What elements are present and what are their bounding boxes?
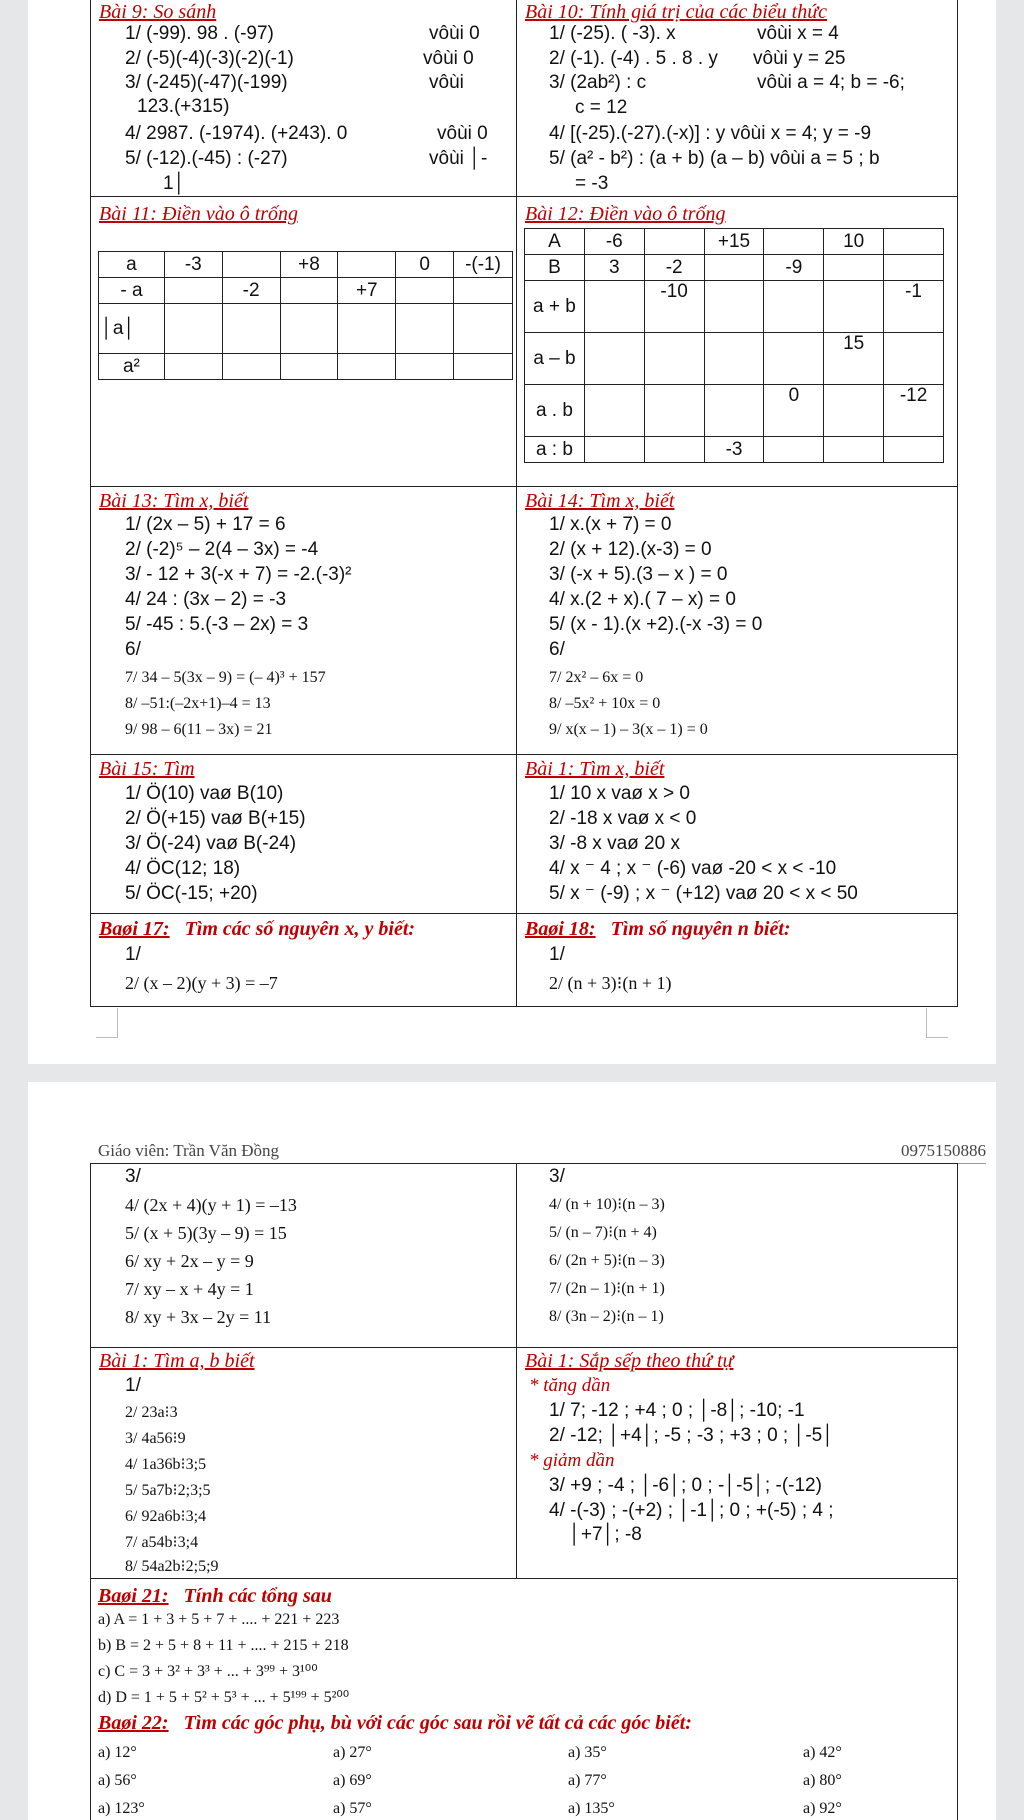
table-cell: a bbox=[99, 252, 165, 278]
table-cell: -12 bbox=[884, 385, 944, 437]
exercise-line: 3/ +9 ; -4 ; │-6│; 0 ; -│-5│; -(-12) bbox=[549, 1475, 822, 1496]
exercise-1c-title: Bài 1: Sắp sếp theo thứ tự bbox=[525, 1350, 734, 1372]
table-cell: 15 bbox=[824, 333, 884, 385]
exercise-9-title: Bài 9: So sánh bbox=[99, 1, 217, 23]
table-row bbox=[525, 437, 944, 463]
exercise-line: 4/ [(-25).(-27).(-x)] : y vôùi x = 4; y = -9 bbox=[549, 123, 872, 144]
table-cell bbox=[280, 278, 338, 304]
table-cell bbox=[704, 333, 764, 385]
exercise-13-title: Bài 13: Tìm x, biết bbox=[99, 490, 249, 512]
table-cell bbox=[222, 252, 280, 278]
table-cell bbox=[704, 255, 764, 281]
exercise-line: 4/ 1a36b⁝3;5 bbox=[125, 1456, 207, 1473]
exercise-10-title: Bài 10: Tính giá trị của các biểu thức bbox=[525, 1, 827, 23]
exercise-line: 5/ -45 : 5.(-3 – 2x) = 3 bbox=[125, 614, 309, 635]
table-cell: +7 bbox=[338, 278, 396, 304]
exercise-line: 5/ (-12).(-45) : (-27) bbox=[125, 148, 288, 169]
table-cell bbox=[824, 437, 884, 463]
table-cell bbox=[584, 437, 644, 463]
exercise-line: 4/ 24 : (3x – 2) = -3 bbox=[125, 589, 287, 610]
exercise-line: 8/ xy + 3x – 2y = 11 bbox=[125, 1307, 272, 1327]
exercise-line: a) A = 1 + 3 + 5 + 7 + .... + 221 + 223 bbox=[98, 1611, 340, 1628]
exercise-line: 4/ x.(2 + x).( 7 – x) = 0 bbox=[549, 589, 736, 610]
table-cell: -2 bbox=[644, 255, 704, 281]
exercise-line: 5/ ÖC(-15; +20) bbox=[125, 883, 258, 904]
exercise-line: 3/ bbox=[125, 1166, 141, 1187]
exercise-15-cell bbox=[90, 754, 517, 914]
exercise-14-cell bbox=[516, 486, 958, 755]
exercise-line: 5/ (n – 7)⁝(n + 4) bbox=[549, 1224, 657, 1241]
margin-mark-right bbox=[926, 1008, 948, 1038]
exercise-line: 1/ (-99). 98 . (-97) bbox=[125, 23, 274, 44]
table-cell bbox=[764, 229, 824, 255]
table-cell bbox=[584, 333, 644, 385]
table-cell bbox=[764, 281, 824, 333]
exercise-line: vôùi 0 bbox=[423, 48, 474, 69]
exercise-line: 7/ xy – x + 4y = 1 bbox=[125, 1279, 254, 1299]
exercise-1b-title: Bài 1: Tìm a, b biết bbox=[99, 1350, 255, 1372]
exercise-line: 1│ bbox=[163, 173, 186, 194]
exercise-line: 2/ (x – 2)(y + 3) = –7 bbox=[125, 973, 278, 993]
exercise-17-continued-cell bbox=[90, 1163, 517, 1348]
table-cell bbox=[338, 354, 396, 380]
exercise-line: 3/ bbox=[549, 1166, 565, 1187]
table-cell bbox=[824, 385, 884, 437]
page-header bbox=[98, 1138, 986, 1164]
exercise-line: 2/ (-1). (-4) . 5 . 8 . y bbox=[549, 48, 718, 69]
table-row bbox=[99, 304, 513, 354]
exercise-line: 5/ x ⁻ (-9) ; x ⁻ (+12) vaø 20 < x < 50 bbox=[549, 883, 858, 904]
exercise-18-label: Baøi 18: bbox=[525, 918, 596, 940]
exercise-line: 6/ (2n + 5)⁝(n – 3) bbox=[549, 1252, 665, 1269]
exercise-line: vôùi y = 25 bbox=[753, 48, 846, 69]
phone-number: 0975150886 bbox=[901, 1141, 986, 1160]
table-cell bbox=[164, 354, 222, 380]
exercise-line: 6/ xy + 2x – y = 9 bbox=[125, 1251, 254, 1271]
exercise-12-table bbox=[524, 228, 944, 463]
margin-mark-left bbox=[96, 1008, 118, 1038]
table-cell bbox=[396, 278, 454, 304]
angle-item: a) 80° bbox=[803, 1772, 842, 1789]
table-row bbox=[99, 354, 513, 380]
exercise-18-desc: Tìm số nguyên n biết: bbox=[610, 918, 791, 940]
table-cell bbox=[338, 252, 396, 278]
table-cell: B bbox=[525, 255, 585, 281]
table-cell: 0 bbox=[396, 252, 454, 278]
exercise-11-table bbox=[98, 251, 513, 380]
table-cell: -10 bbox=[644, 281, 704, 333]
exercise-line: 3/ (-x + 5).(3 – x ) = 0 bbox=[549, 564, 728, 585]
table-cell: a² bbox=[99, 354, 165, 380]
exercise-line: 6/ bbox=[549, 639, 565, 660]
exercise-line: 2/ (-5)(-4)(-3)(-2)(-1) bbox=[125, 48, 294, 69]
exercise-17-title bbox=[99, 918, 415, 940]
exercise-line: 1/ bbox=[125, 1375, 141, 1396]
exercise-13-cell bbox=[90, 486, 517, 755]
exercise-18-cell bbox=[516, 913, 958, 1007]
exercise-17-label: Baøi 17: bbox=[99, 918, 170, 940]
exercise-17-cell bbox=[90, 913, 517, 1007]
exercise-line: vôùi 0 bbox=[429, 23, 480, 44]
exercise-line: 2/ (n + 3)⁝(n + 1) bbox=[549, 973, 672, 993]
exercise-line: 4/ x ⁻ 4 ; x ⁻ (-6) vaø -20 < x < -10 bbox=[549, 858, 837, 879]
exercise-line: = -3 bbox=[575, 173, 609, 194]
exercise-line: 8/ –51:(–2x+1)–4 = 13 bbox=[125, 695, 271, 712]
table-cell bbox=[644, 333, 704, 385]
exercise-line: 1/ Ö(10) vaø B(10) bbox=[125, 783, 284, 804]
table-cell: -1 bbox=[884, 281, 944, 333]
table-cell bbox=[824, 255, 884, 281]
table-cell: 3 bbox=[584, 255, 644, 281]
table-cell bbox=[338, 304, 396, 354]
table-cell: -3 bbox=[704, 437, 764, 463]
exercise-line: 2/ -18 x vaø x < 0 bbox=[549, 808, 697, 829]
exercise-1c-cell bbox=[516, 1347, 958, 1579]
exercise-11-cell bbox=[90, 196, 517, 487]
table-cell bbox=[222, 304, 280, 354]
exercise-line: d) D = 1 + 5 + 5² + 5³ + ... + 5¹⁹⁹ + 5²⁰⁰ bbox=[98, 1689, 350, 1706]
angle-item: a) 69° bbox=[333, 1772, 372, 1789]
angle-item: a) 35° bbox=[568, 1744, 607, 1761]
table-row bbox=[99, 252, 513, 278]
table-cell: -6 bbox=[584, 229, 644, 255]
exercise-line: 8/ (3n – 2)⁝(n – 1) bbox=[549, 1308, 664, 1325]
exercise-line: 3/ 4a56⁝9 bbox=[125, 1430, 186, 1447]
table-cell bbox=[454, 354, 513, 380]
table-cell: A bbox=[525, 229, 585, 255]
exercise-21-title bbox=[98, 1585, 332, 1607]
exercise-1a-cell bbox=[516, 754, 958, 914]
table-cell bbox=[584, 281, 644, 333]
table-cell bbox=[644, 437, 704, 463]
exercise-line: 1/ bbox=[125, 944, 141, 965]
table-cell bbox=[644, 229, 704, 255]
exercise-line: c = 12 bbox=[575, 97, 628, 118]
angle-item: a) 123° bbox=[98, 1800, 145, 1817]
exercise-18-continued-cell bbox=[516, 1163, 958, 1348]
decreasing-label: * giảm dần bbox=[529, 1450, 615, 1471]
exercise-line: 6/ 92a6b⁝3;4 bbox=[125, 1508, 207, 1525]
exercise-15-title: Bài 15: Tìm bbox=[99, 758, 195, 780]
exercise-line: vôùi │- bbox=[429, 148, 488, 169]
exercise-line: 3/ -8 x vaø 20 x bbox=[549, 833, 680, 854]
angle-item: a) 12° bbox=[98, 1744, 137, 1761]
table-cell: 10 bbox=[824, 229, 884, 255]
exercise-line: 7/ (2n – 1)⁝(n + 1) bbox=[549, 1280, 665, 1297]
table-row bbox=[525, 255, 944, 281]
exercise-line: 9/ x(x – 1) – 3(x – 1) = 0 bbox=[549, 721, 708, 738]
exercise-14-title: Bài 14: Tìm x, biết bbox=[525, 490, 675, 512]
exercise-line: vôùi x = 4 bbox=[757, 23, 839, 44]
table-cell bbox=[884, 437, 944, 463]
table-cell bbox=[280, 304, 338, 354]
document-page-1 bbox=[28, 0, 996, 1064]
table-cell bbox=[824, 281, 884, 333]
exercise-line: 1/ bbox=[549, 944, 565, 965]
exercise-line: c) C = 3 + 3² + 3³ + ... + 3⁹⁹ + 3¹⁰⁰ bbox=[98, 1663, 318, 1680]
exercise-line: 4/ (2x + 4)(y + 1) = –13 bbox=[125, 1195, 297, 1215]
exercise-18-title bbox=[525, 918, 791, 940]
exercise-line: 3/ Ö(-24) vaø B(-24) bbox=[125, 833, 297, 854]
table-cell bbox=[704, 281, 764, 333]
exercise-10-cell bbox=[516, 0, 958, 197]
table-cell bbox=[454, 278, 513, 304]
exercise-1b-cell bbox=[90, 1347, 517, 1579]
exercise-line: 7/ a54b⁝3;4 bbox=[125, 1534, 199, 1551]
table-cell bbox=[454, 304, 513, 354]
exercise-line: 2/ (x + 12).(x-3) = 0 bbox=[549, 539, 712, 560]
exercise-line: 3/ (2ab²) : c bbox=[549, 72, 647, 93]
table-cell bbox=[396, 304, 454, 354]
angle-item: a) 57° bbox=[333, 1800, 372, 1817]
table-cell: - a bbox=[99, 278, 165, 304]
exercise-9-cell bbox=[90, 0, 517, 197]
table-cell: │a│ bbox=[99, 304, 165, 354]
exercise-1a-title: Bài 1: Tìm x, biết bbox=[525, 758, 665, 780]
exercise-line: 7/ 34 – 5(3x – 9) = (– 4)³ + 157 bbox=[125, 669, 326, 686]
exercise-line: │+7│; -8 bbox=[569, 1524, 642, 1545]
exercise-line: 2/ 23a⁝3 bbox=[125, 1404, 178, 1421]
exercise-line: 5/ (x - 1).(x +2).(-x -3) = 0 bbox=[549, 614, 763, 635]
exercise-line: 2/ (-2)⁵ – 2(4 – 3x) = -4 bbox=[125, 539, 319, 560]
table-cell bbox=[704, 385, 764, 437]
exercise-line: vôùi a = 4; b = -6; bbox=[757, 72, 905, 93]
table-cell: a + b bbox=[525, 281, 585, 333]
exercise-line: 5/ (a² - b²) : (a + b) (a – b) vôùi a = 5 ; b bbox=[549, 148, 880, 169]
exercise-line: 3/ - 12 + 3(-x + 7) = -2.(-3)² bbox=[125, 564, 352, 585]
exercise-line: 4/ (n + 10)⁝(n – 3) bbox=[549, 1196, 665, 1213]
angle-item: a) 77° bbox=[568, 1772, 607, 1789]
table-cell bbox=[396, 354, 454, 380]
teacher-name: Giáo viên: Trần Văn Đồng bbox=[98, 1141, 280, 1160]
table-cell bbox=[884, 255, 944, 281]
table-cell bbox=[644, 385, 704, 437]
table-cell: 0 bbox=[764, 385, 824, 437]
exercise-line: 8/ 54a2b⁝2;5;9 bbox=[125, 1558, 219, 1575]
exercise-line: 123.(+315) bbox=[137, 96, 230, 117]
exercise-line: 5/ 5a7b⁝2;3;5 bbox=[125, 1482, 211, 1499]
exercise-line: 1/ (2x – 5) + 17 = 6 bbox=[125, 514, 286, 535]
exercise-21-desc: Tính các tổng sau bbox=[183, 1585, 332, 1607]
exercise-line: b) B = 2 + 5 + 8 + 11 + .... + 215 + 218 bbox=[98, 1637, 349, 1654]
exercise-line: 1/ 7; -12 ; +4 ; 0 ; │-8│; -10; -1 bbox=[549, 1400, 805, 1421]
exercise-line: vôùi bbox=[429, 72, 464, 93]
table-cell bbox=[164, 278, 222, 304]
increasing-label: * tăng dần bbox=[529, 1375, 611, 1396]
table-cell bbox=[764, 333, 824, 385]
exercise-11-title: Bài 11: Điền vào ô trống bbox=[99, 203, 299, 225]
exercise-line: 4/ -(-3) ; -(+2) ; │-1│; 0 ; +(-5) ; 4 ; bbox=[549, 1500, 834, 1521]
exercise-line: 4/ ÖC(12; 18) bbox=[125, 858, 241, 879]
exercise-line: 1/ (-25). ( -3). x bbox=[549, 23, 676, 44]
exercise-line: 2/ -12; │+4│; -5 ; -3 ; +3 ; 0 ; │-5│ bbox=[549, 1425, 835, 1446]
exercise-22-title bbox=[98, 1712, 692, 1734]
table-cell bbox=[884, 229, 944, 255]
table-cell: -3 bbox=[164, 252, 222, 278]
exercise-line: 8/ –5x² + 10x = 0 bbox=[549, 695, 661, 712]
table-row bbox=[525, 385, 944, 437]
table-row bbox=[99, 278, 513, 304]
angle-item: a) 135° bbox=[568, 1800, 615, 1817]
table-cell: a – b bbox=[525, 333, 585, 385]
table-cell bbox=[280, 354, 338, 380]
document-page-2 bbox=[28, 1082, 996, 1820]
table-cell bbox=[164, 304, 222, 354]
exercise-line: 1/ 10 x vaø x > 0 bbox=[549, 783, 690, 804]
table-row bbox=[525, 281, 944, 333]
exercise-line: 4/ 2987. (-1974). (+243). 0 bbox=[125, 123, 348, 144]
angle-item: a) 56° bbox=[98, 1772, 137, 1789]
exercise-line: 9/ 98 – 6(11 – 3x) = 21 bbox=[125, 721, 273, 738]
table-cell: +15 bbox=[704, 229, 764, 255]
exercise-line: vôùi 0 bbox=[437, 123, 488, 144]
exercise-12-title: Bài 12: Điền vào ô trống bbox=[525, 203, 726, 225]
table-cell bbox=[222, 354, 280, 380]
table-cell: a . b bbox=[525, 385, 585, 437]
exercise-line: 1/ x.(x + 7) = 0 bbox=[549, 514, 672, 535]
exercise-22-label: Baøi 22: bbox=[98, 1712, 169, 1734]
table-cell: a : b bbox=[525, 437, 585, 463]
exercise-22-desc: Tìm các góc phụ, bù với các góc sau rồi vẽ tất cả các góc biết: bbox=[183, 1712, 692, 1734]
exercise-line: 6/ bbox=[125, 639, 141, 660]
table-cell: -9 bbox=[764, 255, 824, 281]
table-cell bbox=[584, 385, 644, 437]
angle-item: a) 27° bbox=[333, 1744, 372, 1761]
table-row bbox=[525, 229, 944, 255]
exercise-line: 7/ 2x² – 6x = 0 bbox=[549, 669, 644, 686]
table-cell: +8 bbox=[280, 252, 338, 278]
exercise-17-desc: Tìm các số nguyên x, y biết: bbox=[184, 918, 416, 940]
exercise-line: 2/ Ö(+15) vaø B(+15) bbox=[125, 808, 306, 829]
exercise-line: 5/ (x + 5)(3y – 9) = 15 bbox=[125, 1223, 287, 1243]
table-cell bbox=[764, 437, 824, 463]
exercise-21-label: Baøi 21: bbox=[98, 1585, 169, 1607]
table-row bbox=[525, 333, 944, 385]
table-cell bbox=[884, 333, 944, 385]
exercise-line: 3/ (-245)(-47)(-199) bbox=[125, 72, 288, 93]
table-cell: -2 bbox=[222, 278, 280, 304]
exercise-12-cell bbox=[516, 196, 958, 487]
angle-item: a) 42° bbox=[803, 1744, 842, 1761]
table-cell: -(-1) bbox=[454, 252, 513, 278]
angle-item: a) 92° bbox=[803, 1800, 842, 1817]
